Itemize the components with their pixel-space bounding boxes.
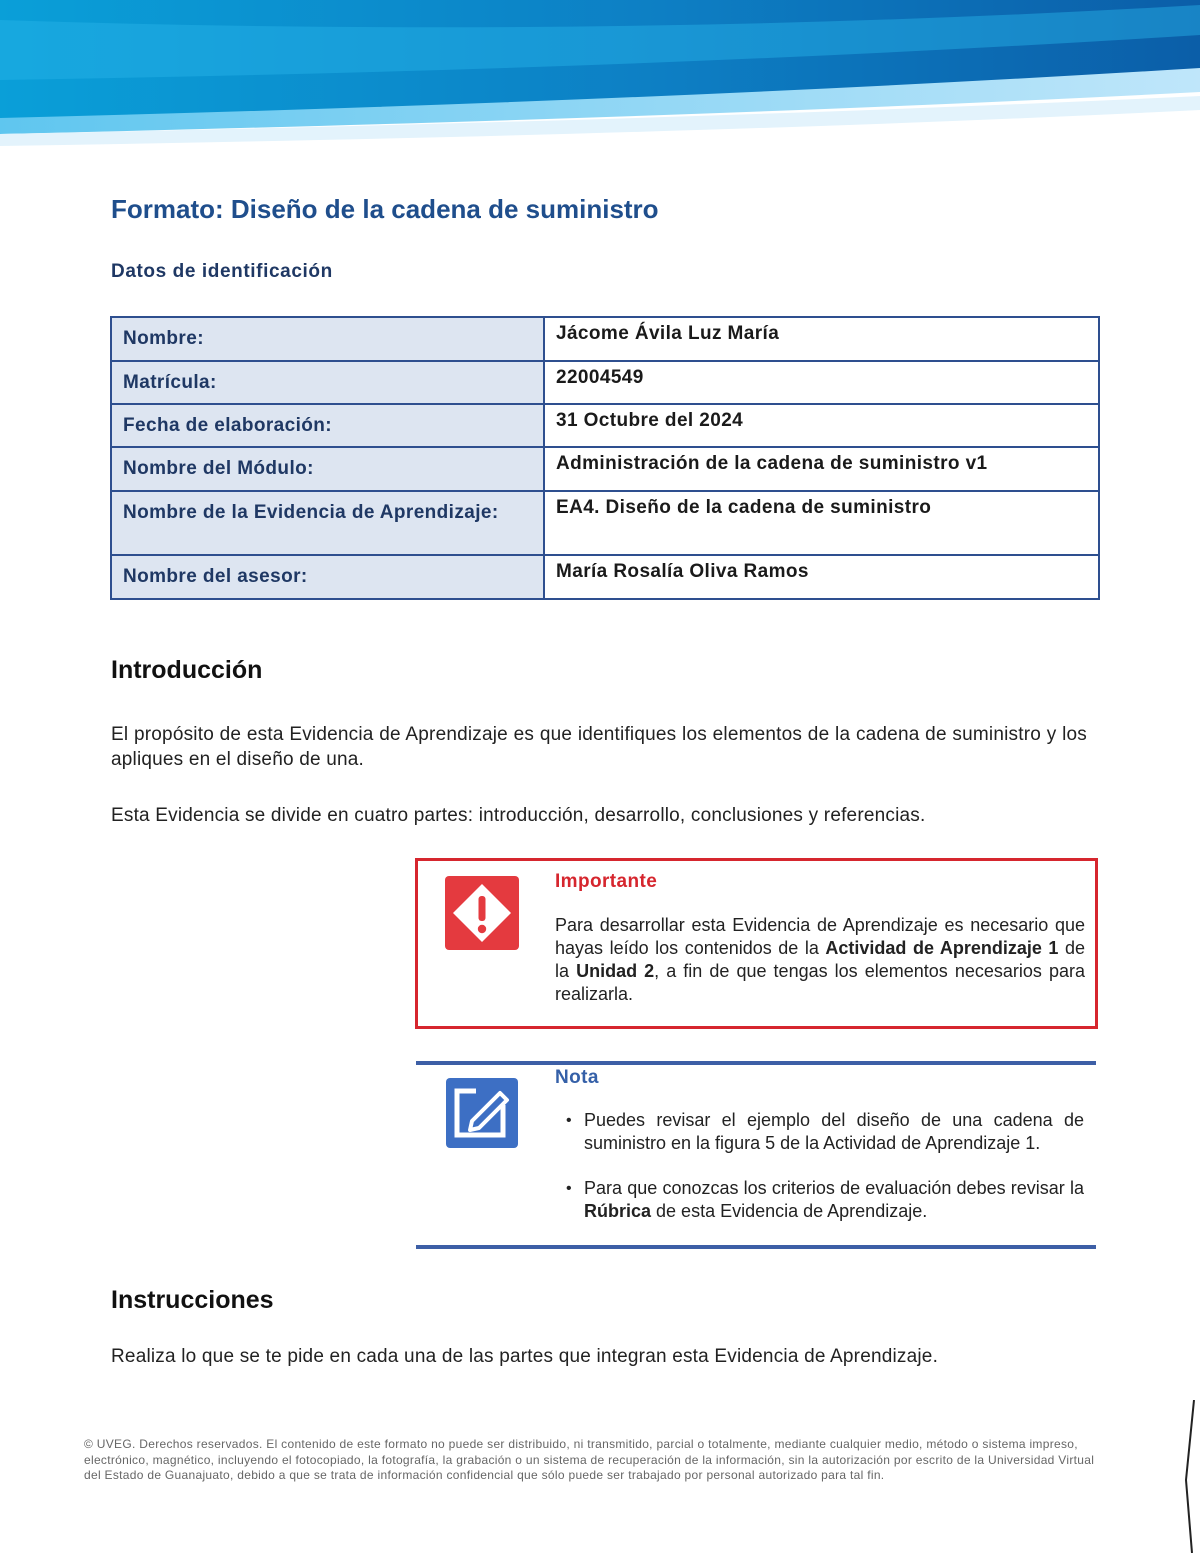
row-value: Jácome Ávila Luz María [544,317,1099,361]
important-text-part: de la [555,938,1085,981]
important-title: Importante [555,871,658,892]
copyright-footer: © UVEG. Derechos reservados. El contenido de este formato no puede ser distribuido, ni transmitido, parcial o totalmente, mediante cualquier medio, método o sistema impreso, electrónico, magnético, incluyendo el fotocopiado, la fotografía, la grabación o un sistema de recuperación de la información, sin la autorización por escrito de la Universidad Virtual del Estado de Guanajuato, debido a que se trata de información confidencial que sólo puede ser trabajado por personal autorizado para tal fin. [84,1437,1095,1482]
important-callout [415,858,1098,1029]
note-bottom-rule [416,1245,1096,1249]
list-item [566,1177,1084,1223]
table-row [111,447,1099,491]
margin-line [1180,1400,1200,1553]
row-value: 22004549 [544,361,1099,404]
warning-icon [445,876,519,950]
edit-icon [446,1078,518,1148]
important-text [555,914,1085,1006]
note-title: Nota [555,1067,599,1088]
bullet: • [566,1112,572,1129]
table-row [111,491,1099,555]
instructions-heading: Instrucciones [111,1286,274,1314]
row-value: 31 Octubre del 2024 [544,404,1099,447]
note-item-text: Para que conozcas los criterios de evaluación debes revisar la [584,1178,1084,1198]
table-row [111,317,1099,361]
row-label: Matrícula: [111,361,544,404]
important-text-part: , a fin de que tengas los elementos necesarios para realizarla. [555,961,1085,1004]
note-bold-rubric: Rúbrica [584,1201,652,1221]
important-bold-activity: Actividad de Aprendizaje 1 [825,938,1059,958]
introduction-parts-paragraph: Esta Evidencia se divide en cuatro partes: introducción, desarrollo, conclusiones y referencias. [111,805,926,826]
note-list [566,1109,1084,1245]
table-row [111,555,1099,599]
row-value: Administración de la cadena de suministro v1 [544,447,1099,491]
identification-table [110,316,1100,600]
note-item-text: de esta Evidencia de Aprendizaje. [651,1201,928,1221]
instructions-paragraph: Realiza lo que se te pide en cada una de las partes que integran esta Evidencia de Aprendizaje. [111,1346,939,1367]
header-banner [0,0,1200,150]
table-row [111,361,1099,404]
introduction-heading: Introducción [111,656,263,684]
row-label: Nombre del Módulo: [111,447,544,491]
row-label: Nombre: [111,317,544,361]
list-item [566,1109,1084,1155]
row-label: Nombre de la Evidencia de Aprendizaje: [111,491,544,555]
row-value: María Rosalía Oliva Ramos [544,555,1099,599]
row-label: Nombre del asesor: [111,555,544,599]
table-row [111,404,1099,447]
note-top-rule [416,1061,1096,1065]
bullet: • [566,1180,572,1197]
document-title: Formato: Diseño de la cadena de suministro [111,194,659,224]
row-label: Fecha de elaboración: [111,404,544,447]
note-item-text: Puedes revisar el ejemplo del diseño de una cadena de suministro en la figura 5 de la Actividad de Aprendizaje 1. [584,1110,1084,1153]
introduction-paragraph: El propósito de esta Evidencia de Aprendizaje es que identifiques los elementos de la cadena de suministro y los apliques en el diseño de una. [111,724,1087,770]
row-value: EA4. Diseño de la cadena de suministro [544,491,1099,555]
identification-heading: Datos de identificación [111,261,333,282]
important-text-part: Para desarrollar esta Evidencia de Aprendizaje es necesario que hayas leído los contenidos de la [555,915,1085,958]
important-bold-unit: Unidad 2 [576,961,655,981]
